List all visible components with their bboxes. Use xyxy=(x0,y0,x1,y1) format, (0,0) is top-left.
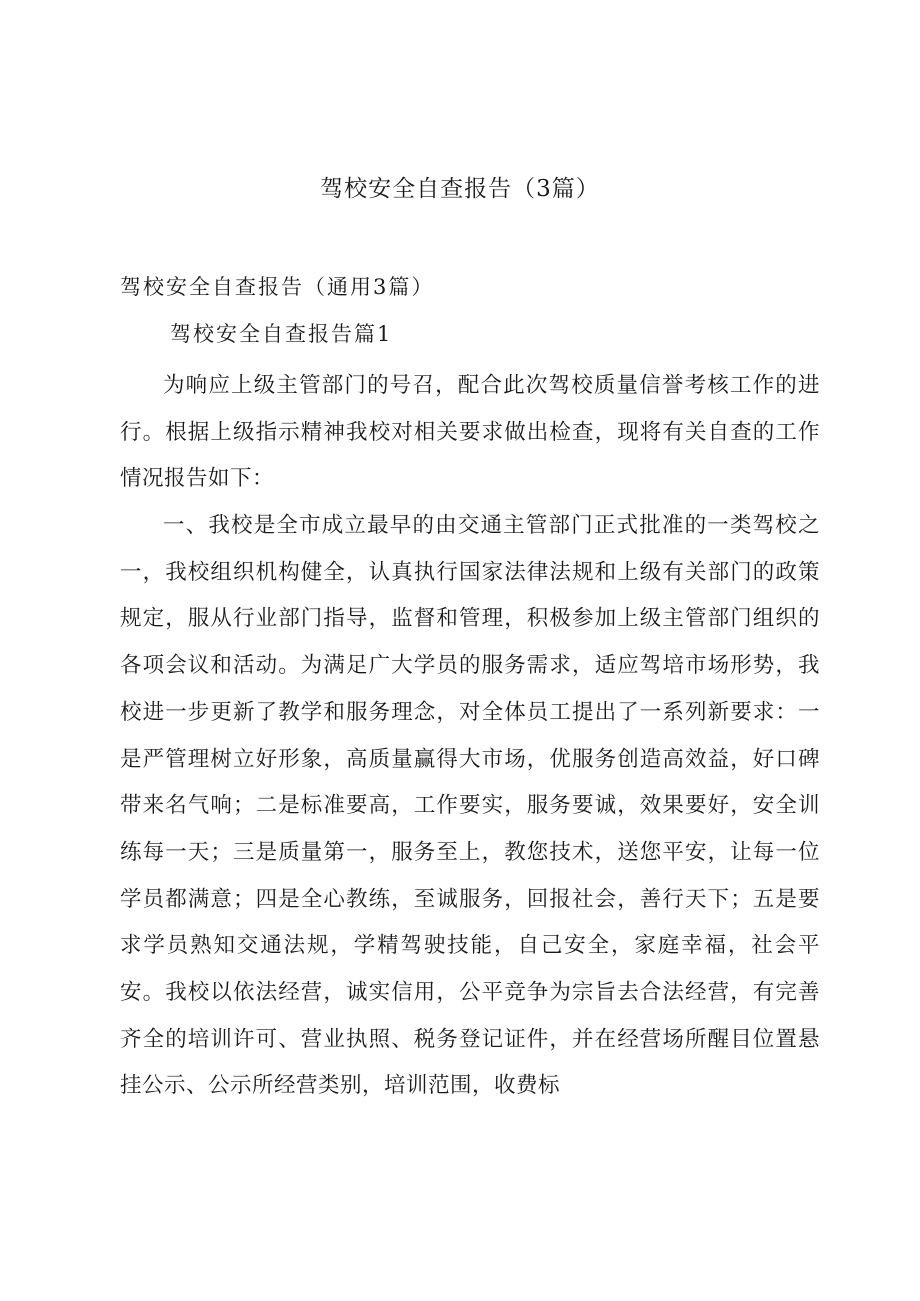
document-subtitle: 驾校安全自查报告（通用3篇） xyxy=(120,275,435,299)
document-title: 驾校安全自查报告（3篇） xyxy=(320,176,600,202)
section-heading: 驾校安全自查报告篇1 xyxy=(170,322,393,346)
paragraph-first-point: 一、我校是全市成立最早的由交通主管部门正式批准的一类驾校之一，我校组织机构健全，认真执行国家法律法规和上级有关部门的政策规定，服从行业部门指导，监督和管理，积极参加上级主管部门组织的各项会议和活动。为满足广大学员的服务需求，适应驾培市场形势，我校进一步更新了教学和服务理念，对全体员工提出了一系列新要求：一是严管理树立好形象，高质量赢得大市场，优服务创造高效益，好口碑带来名气响；二是标准要高，工作要实，服务要诚，效果要好，安全训练每一天；三是质量第一，服务至上，教您技术，送您平安，让每一位学员都满意；四是全心教练，至诚服务，回报社会，善行天下；五是要求学员熟知交通法规，学精驾驶技能，自己安全，家庭幸福，社会平安。我校以依法经营，诚实信用，公平竞争为宗旨去合法经营，有完善齐全的培训许可、营业执照、税务登记证件，并在经营场所醒目位置悬挂公示、公示所经营类别，培训范围，收费标 xyxy=(120,513,820,1099)
paragraph-intro: 为响应上级主管部门的号召，配合此次驾校质量信誉考核工作的进行。根据上级指示精神我校对相关要求做出检查，现将有关自查的工作情况报告如下： xyxy=(120,373,820,492)
